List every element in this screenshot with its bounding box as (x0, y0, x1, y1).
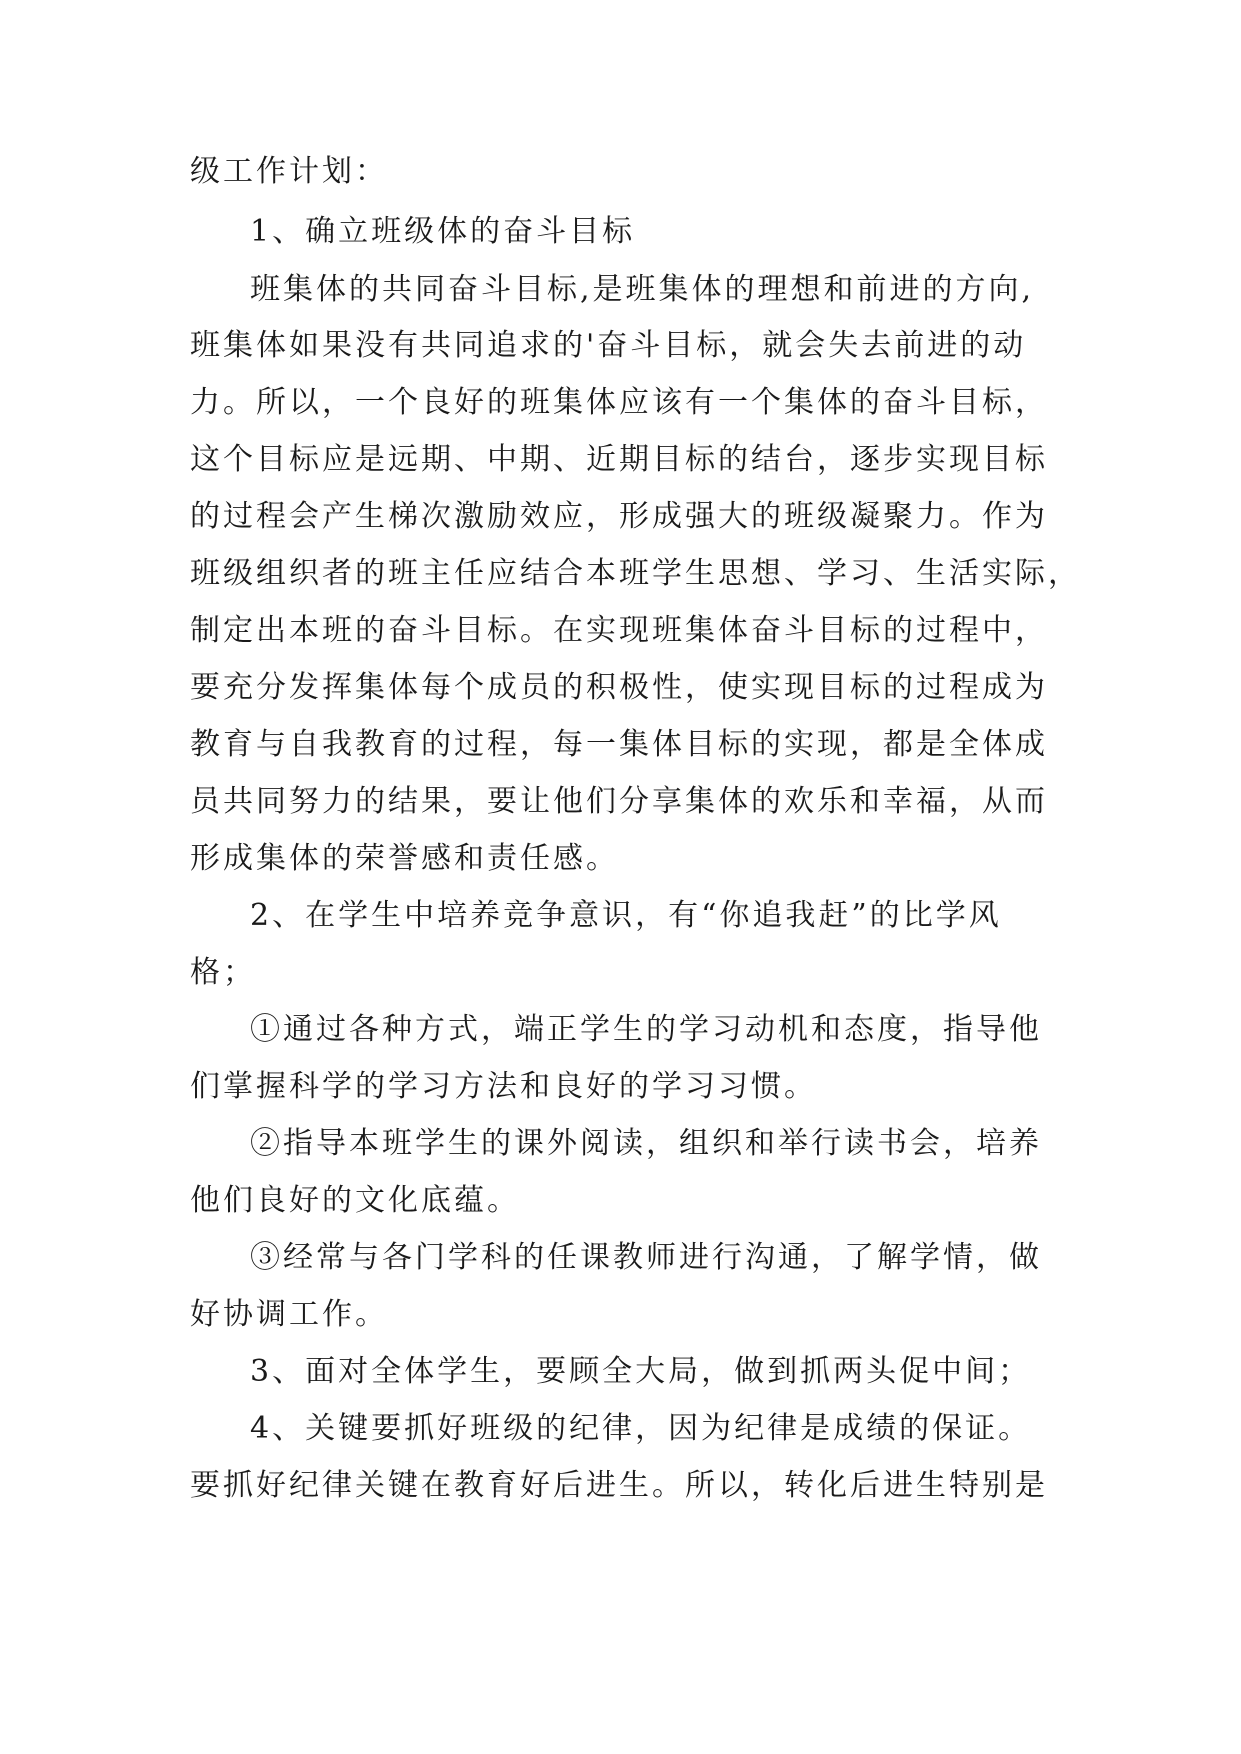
paragraph-line: 这个目标应是远期、中期、近期目标的结台，逐步实现目标 (190, 442, 1048, 477)
paragraph-line: 形成集体的荣誉感和责任感。 (190, 841, 619, 876)
paragraph-line: 力。所以，一个良好的班集体应该有一个集体的奋斗目标， (190, 385, 1048, 420)
paragraph-line: 们掌握科学的学习方法和良好的学习习惯。 (190, 1069, 817, 1104)
paragraph-line: 班级组织者的班主任应结合本班学生思想、学习、生活实际， (190, 556, 1081, 591)
paragraph-line: 要充分发挥集体每个成员的积极性，使实现目标的过程成为 (190, 670, 1048, 705)
list-item-2: ②指导本班学生的课外阅读，组织和举行读书会，培养 (250, 1126, 1042, 1161)
paragraph-line: 的过程会产生梯次激励效应，形成强大的班级凝聚力。作为 (190, 499, 1048, 534)
paragraph-line: 员共同努力的结果，要让他们分享集体的欢乐和幸福，从而 (190, 784, 1048, 819)
paragraph-line: 要抓好纪律关键在教育好后进生。所以，转化后进生特别是 (190, 1468, 1048, 1503)
heading-whole-class: 3、面对全体学生，要顾全大局，做到抓两头促中间； (250, 1354, 1032, 1389)
heading-discipline: 4、关键要抓好班级的纪律，因为纪律是成绩的保证。 (250, 1411, 1032, 1446)
paragraph-line: 教育与自我教育的过程，每一集体目标的实现，都是全体成 (190, 727, 1048, 762)
paragraph-line: 好协调工作。 (190, 1297, 388, 1332)
paragraph-line: 制定出本班的奋斗目标。在实现班集体奋斗目标的过程中， (190, 613, 1048, 648)
paragraph-line: 班集体的共同奋斗目标,是班集体的理想和前进的方向, (250, 272, 1035, 307)
heading-goal: 1、确立班级体的奋斗目标 (250, 214, 636, 249)
list-item-1: ①通过各种方式，端正学生的学习动机和态度，指导他 (250, 1012, 1042, 1047)
paragraph-line: 他们良好的文化底蕴。 (190, 1183, 520, 1218)
paragraph-line: 班集体如果没有共同追求的'奋斗目标，就会失去前进的动 (190, 328, 1027, 363)
paragraph-line: 格； (190, 955, 256, 990)
text-line: 级工作计划： (190, 154, 388, 189)
heading-competition: 2、在学生中培养竞争意识，有“你追我赶”的比学风 (250, 898, 1002, 933)
list-item-3: ③经常与各门学科的任课教师进行沟通，了解学情，做 (250, 1240, 1042, 1275)
